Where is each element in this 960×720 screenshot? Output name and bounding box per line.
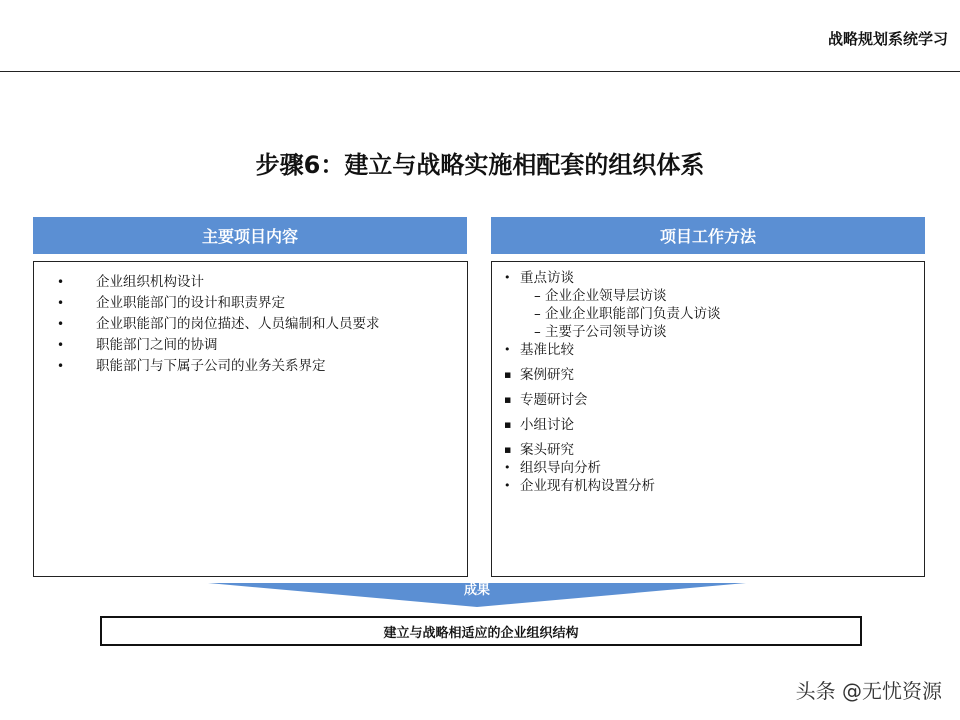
left-panel-box — [33, 261, 468, 577]
list-item — [34, 356, 467, 377]
list-item — [492, 341, 924, 359]
list-item — [492, 459, 924, 477]
square-bullet-icon: ▪ — [504, 393, 512, 406]
list-item — [492, 391, 924, 409]
bullet-icon: • — [504, 343, 511, 356]
list-item — [492, 366, 924, 384]
list-item — [492, 269, 924, 287]
square-bullet-icon: ▪ — [504, 418, 512, 431]
list-item — [492, 441, 924, 459]
bullet-icon: • — [57, 359, 65, 373]
bullet-icon: • — [504, 479, 511, 492]
bullet-icon: • — [504, 271, 511, 284]
list-item-text: 职能部门之间的协调 — [96, 337, 218, 353]
bullet-icon: • — [57, 275, 65, 289]
sub-list-item: – 企业企业职能部门负责人访谈 — [534, 306, 721, 322]
list-item — [34, 293, 467, 314]
bullet-icon: • — [57, 296, 65, 310]
list-item-text: 基准比较 — [520, 342, 574, 358]
main-content-list — [34, 262, 467, 377]
list-item-text: 专题研讨会 — [520, 392, 588, 408]
right-panel-box — [491, 261, 925, 577]
square-bullet-icon: ▪ — [504, 443, 512, 456]
bullet-icon: • — [504, 461, 511, 474]
result-box: 建立与战略相适应的企业组织结构 — [100, 616, 862, 646]
list-item — [34, 314, 467, 335]
page-title: 步骤6：建立与战略实施相配套的组织体系 — [255, 151, 705, 179]
header-title: 战略规划系统学习 — [827, 30, 948, 48]
bullet-icon: • — [57, 338, 65, 352]
right-panel-heading: 项目工作方法 — [491, 217, 925, 254]
sub-list-item: – 主要子公司领导访谈 — [534, 324, 667, 340]
bullet-icon: • — [57, 317, 65, 331]
list-item-text: 企业职能部门的岗位描述、人员编制和人员要求 — [96, 316, 380, 332]
watermark: 头条 @无忧资源 — [795, 679, 942, 703]
list-item-text: 企业现有机构设置分析 — [520, 478, 655, 494]
list-item — [34, 335, 467, 356]
arrow-label: 成果 — [463, 583, 490, 598]
sub-list-item: – 企业企业领导层访谈 — [534, 288, 667, 304]
list-item-text: 重点访谈 — [520, 270, 574, 286]
method-list — [492, 262, 924, 495]
list-item-text: 案例研究 — [520, 367, 574, 383]
header-divider — [0, 71, 960, 72]
list-item-text: 企业职能部门的设计和职责界定 — [96, 295, 285, 311]
list-item-text: 职能部门与下属子公司的业务关系界定 — [96, 358, 326, 374]
list-item-text: 组织导向分析 — [520, 460, 601, 476]
list-item-text: 企业组织机构设计 — [96, 274, 204, 290]
list-item-text: 案头研究 — [520, 442, 574, 458]
list-item-text: 小组讨论 — [520, 417, 574, 433]
list-item — [492, 416, 924, 434]
square-bullet-icon: ▪ — [504, 368, 512, 381]
list-item — [492, 477, 924, 495]
left-panel-heading: 主要项目内容 — [33, 217, 467, 254]
list-item — [34, 272, 467, 293]
